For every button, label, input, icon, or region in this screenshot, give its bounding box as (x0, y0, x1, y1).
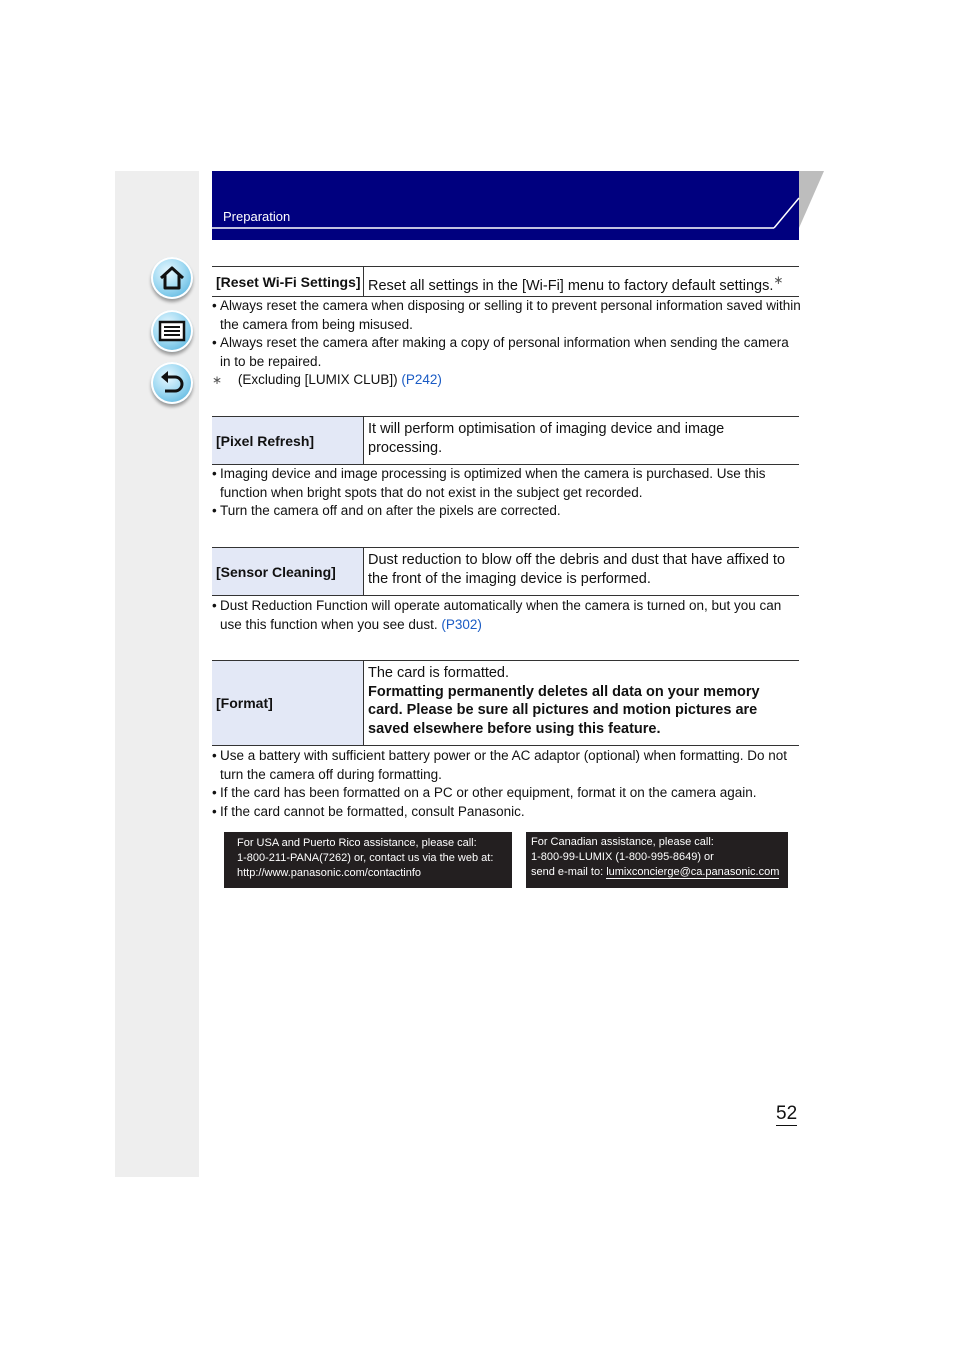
format-key: [Format] (212, 661, 364, 745)
list-item: • Use a battery with sufficient battery power or the AC adaptor (optional) when formatting. Do not turn the camera off during formatting. (212, 748, 788, 782)
pixel-refresh-value: It will perform optimisation of imaging device and image processing. (368, 421, 725, 456)
format-table (212, 660, 799, 746)
asterisk-mark: ∗ (773, 273, 784, 287)
contact-usa-box: For USA and Puerto Rico assistance, please call: 1-800-211-PANA(7262) or, contact us via the web at: http://www.panasonic.com/contactinfo (224, 832, 512, 888)
menu-list-button[interactable] (151, 310, 193, 352)
reset-wifi-key: [Reset Wi-Fi Settings] (212, 267, 364, 296)
pixel-refresh-notes (212, 465, 802, 521)
reset-wifi-description: Reset all settings in the [Wi-Fi] menu to factory default settings. (368, 277, 774, 294)
pixel-refresh-table (212, 416, 799, 465)
home-icon (158, 264, 186, 292)
list-item: • If the card cannot be formatted, consult Panasonic. (212, 803, 525, 819)
format-value (364, 661, 799, 745)
contact-canada-box: For Canadian assistance, please call: 1-800-99-LUMIX (1-800-995-8649) or send e-mail to: lumixconcierge@ca.panasonic.com (526, 832, 788, 888)
reset-wifi-notes (212, 297, 802, 390)
sensor-cleaning-key: [Sensor Cleaning] (212, 548, 364, 595)
reset-wifi-table (212, 266, 799, 297)
page-link-p242[interactable]: (P242) (401, 372, 442, 387)
format-notes (212, 747, 802, 821)
sensor-cleaning-table (212, 547, 799, 596)
section-header (212, 171, 799, 240)
sensor-cleaning-value: Dust reduction to blow off the debris and dust that have affixed to the front of the imaging device is performed. (368, 552, 786, 587)
format-warning: Formatting permanently deletes all data on your memory card. Please be sure all pictures and motion pictures are saved elsewhere before using this feature. (368, 683, 760, 737)
contact-usa-url[interactable]: http://www.panasonic.com/contactinfo (237, 867, 422, 879)
list-item: • Always reset the camera when disposing or selling it to prevent personal information saved within the camera from being misused. (212, 298, 801, 332)
list-item: • Always reset the camera after making a copy of personal information when sending the camera in to be repaired. (212, 335, 789, 369)
header-banner (212, 171, 824, 240)
section-title: Preparation (223, 209, 291, 224)
contact-canada-email[interactable]: lumixconcierge@ca.panasonic.com (606, 866, 780, 878)
list-item: • Imaging device and image processing is optimized when the camera is purchased. Use this function when bright spots that do not exist in the subject get recorded. (212, 466, 766, 500)
pixel-refresh-key: [Pixel Refresh] (212, 417, 364, 464)
reset-wifi-value (364, 267, 799, 296)
format-description: The card is formatted. (368, 665, 510, 681)
menu-list-icon (158, 317, 186, 345)
back-button[interactable] (151, 362, 193, 404)
page-link-p302[interactable]: (P302) (441, 616, 482, 632)
sensor-cleaning-notes (212, 597, 802, 634)
list-item: • Turn the camera off and on after the pixels are corrected. (212, 503, 561, 518)
list-item: • If the card has been formatted on a PC or other equipment, format it on the camera again. (212, 785, 757, 800)
back-arrow-icon (158, 369, 186, 397)
footnote: ∗ (Excluding [LUMIX CLUB]) (P242) (212, 372, 442, 387)
page-number: 52 (776, 1103, 798, 1124)
list-item: • Dust Reduction Function will operate automatically when the camera is turned on, but you can use this function when you see dust. (P302) (212, 598, 782, 632)
home-button[interactable] (151, 257, 193, 299)
